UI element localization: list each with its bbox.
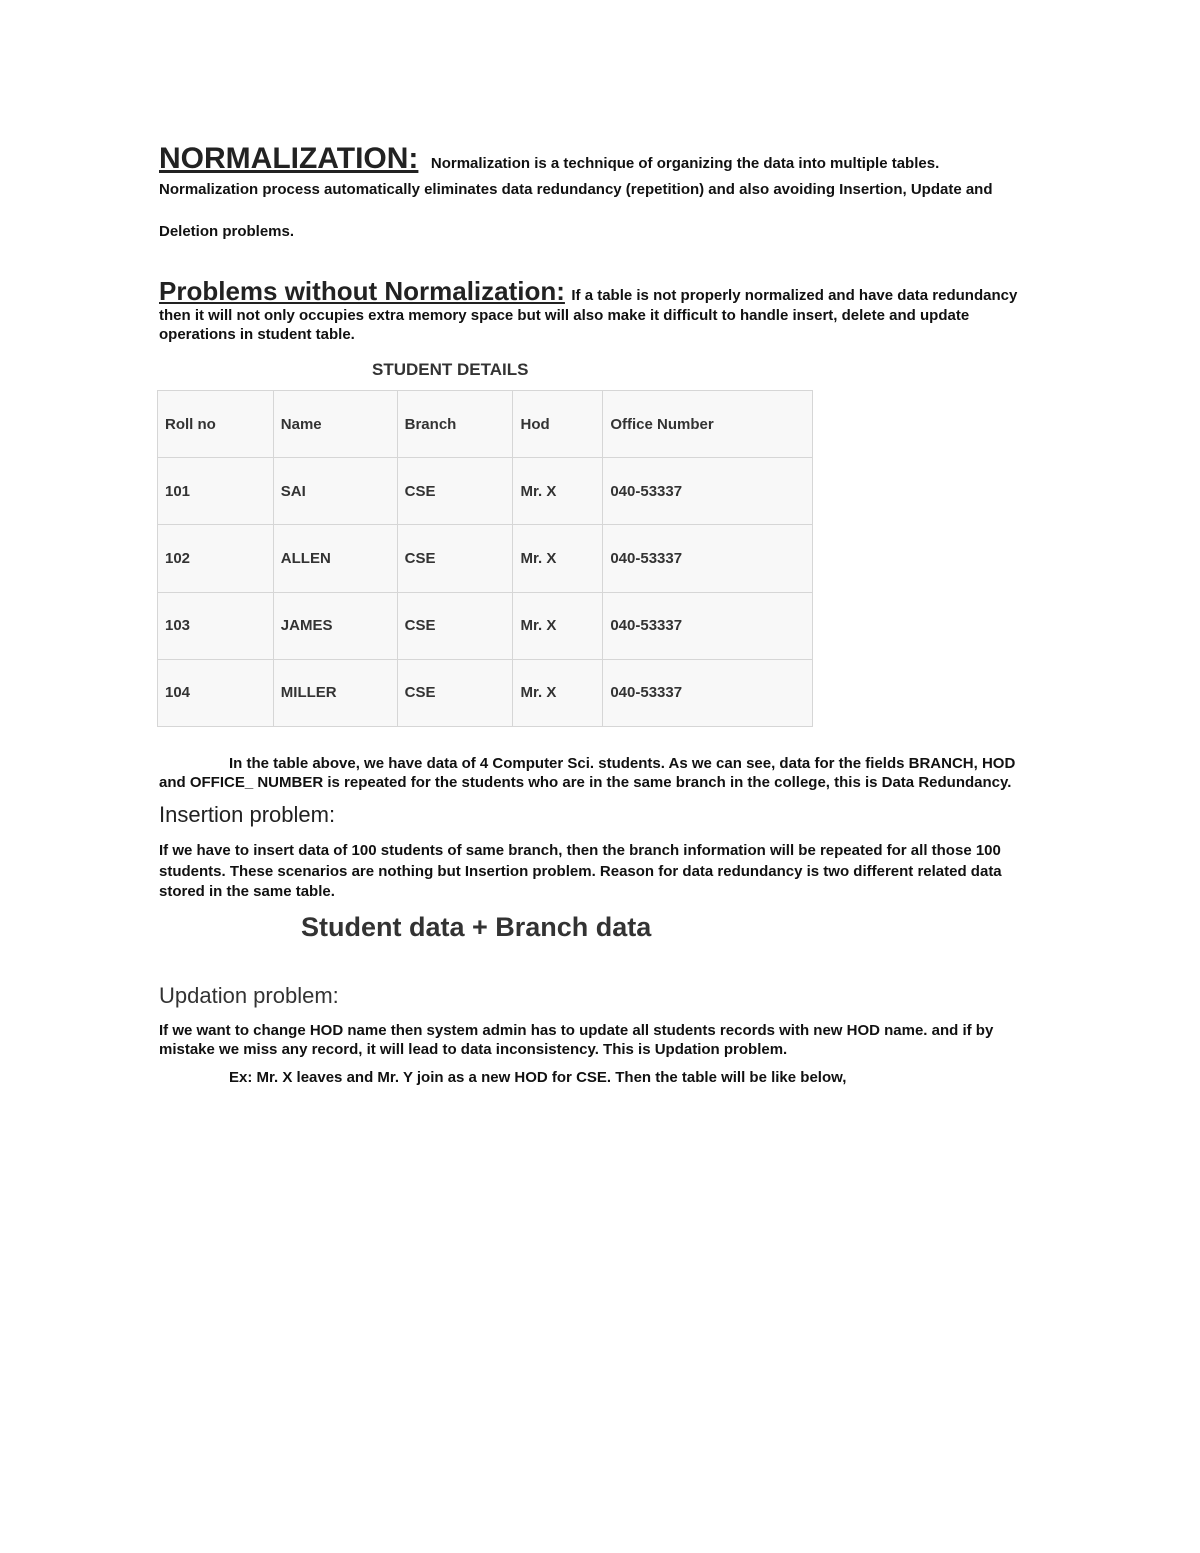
- table-row: [158, 458, 813, 525]
- insertion-line-1: If we have to insert data of 100 students of same branch, then the branch information will be repeated for all those 100: [159, 842, 1001, 859]
- header-cell-office-number: Office Number: [603, 391, 813, 458]
- table-cell: 104: [158, 659, 274, 726]
- table-cell: CSE: [397, 659, 513, 726]
- normalization-line-2: Normalization process automatically eliminates data redundancy (repetition) and also avoiding Insertion, Update and: [159, 181, 993, 198]
- table-cell: MILLER: [273, 659, 397, 726]
- table-cell: 040-53337: [603, 458, 813, 525]
- table-cell: CSE: [397, 525, 513, 592]
- updation-example: Ex: Mr. X leaves and Mr. Y join as a new HOD for CSE. Then the table will be like below,: [229, 1069, 847, 1086]
- insertion-line-2: students. These scenarios are nothing but Insertion problem. Reason for data redundancy is two different related data: [159, 863, 1002, 880]
- header-cell-name: Name: [273, 391, 397, 458]
- problems-heading-line: [159, 276, 1017, 307]
- table-cell: ALLEN: [273, 525, 397, 592]
- table-cell: Mr. X: [513, 525, 603, 592]
- updation-line-1: If we want to change HOD name then system admin has to update all students records with new HOD name. and if by: [159, 1022, 994, 1039]
- table-row: [158, 525, 813, 592]
- header-cell-branch: Branch: [397, 391, 513, 458]
- problems-heading: Problems without Normalization:: [159, 276, 565, 306]
- table-cell: SAI: [273, 458, 397, 525]
- normalization-heading-line: [159, 142, 939, 176]
- updation-heading: Updation problem:: [159, 983, 339, 1008]
- table-header-row: [158, 391, 813, 458]
- normalization-heading: NORMALIZATION:: [159, 142, 419, 175]
- table-cell: JAMES: [273, 592, 397, 659]
- table-cell: 040-53337: [603, 659, 813, 726]
- table-cell: Mr. X: [513, 458, 603, 525]
- insertion-line-3: stored in the same table.: [159, 883, 335, 900]
- table-cell: Mr. X: [513, 592, 603, 659]
- table-cell: Mr. X: [513, 659, 603, 726]
- updation-line-2: mistake we miss any record, it will lead to data inconsistency. This is Updation problem.: [159, 1041, 788, 1058]
- table-title: STUDENT DETAILS: [372, 360, 529, 379]
- problems-line-3: operations in student table.: [159, 326, 355, 343]
- insertion-formula: Student data + Branch data: [301, 912, 652, 942]
- student-details-table: [157, 390, 813, 727]
- insertion-heading: Insertion problem:: [159, 802, 336, 827]
- after-table-line-2: and OFFICE_ NUMBER is repeated for the students who are in the same branch in the college, this is Data Redundancy.: [159, 774, 1012, 791]
- table-cell: 102: [158, 525, 274, 592]
- header-cell-roll-no: Roll no: [158, 391, 274, 458]
- normalization-line-3: Deletion problems.: [159, 223, 295, 240]
- table-cell: 040-53337: [603, 525, 813, 592]
- problems-inline-text: If a table is not properly normalized and have data redundancy: [571, 287, 1018, 304]
- table-row: [158, 659, 813, 726]
- problems-line-2: then it will not only occupies extra memory space but will also make it difficult to handle insert, delete and update: [159, 307, 970, 324]
- after-table-line-1: In the table above, we have data of 4 Computer Sci. students. As we can see, data for the fields BRANCH, HOD: [229, 755, 1016, 772]
- table-row: [158, 592, 813, 659]
- table-cell: CSE: [397, 592, 513, 659]
- table-cell: 103: [158, 592, 274, 659]
- normalization-inline-text: Normalization is a technique of organizing the data into multiple tables.: [430, 155, 940, 172]
- header-cell-hod: Hod: [513, 391, 603, 458]
- table-cell: 040-53337: [603, 592, 813, 659]
- table-cell: CSE: [397, 458, 513, 525]
- table-cell: 101: [158, 458, 274, 525]
